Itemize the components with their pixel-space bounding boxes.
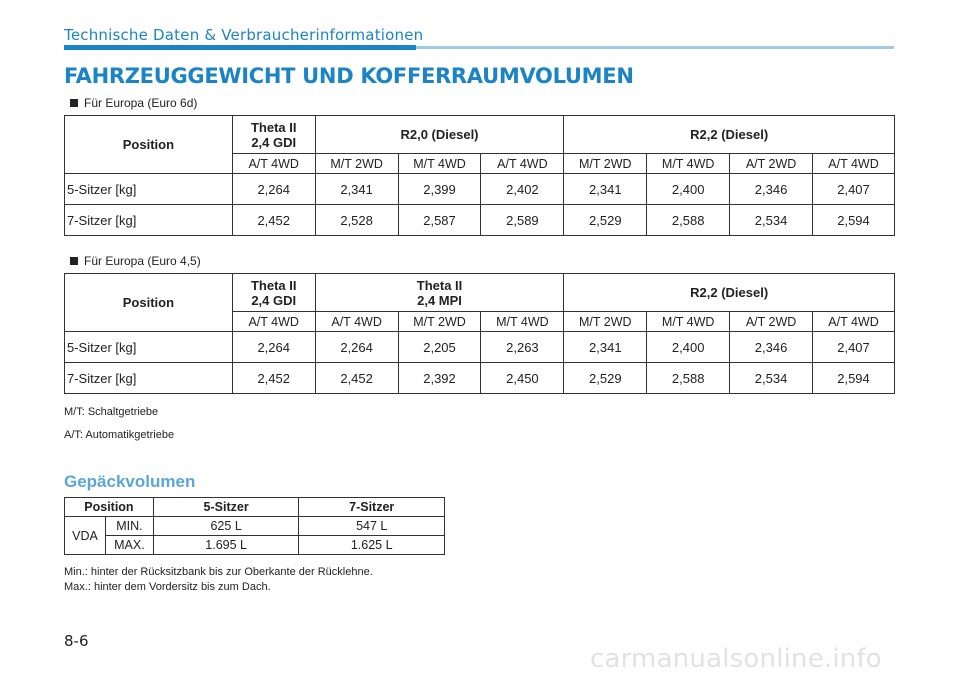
value-cell: 625 L (153, 517, 299, 536)
value-cell: 2,399 (398, 174, 481, 205)
table1-subhead-text: Für Europa (Euro 6d) (84, 96, 198, 110)
bullet-square-icon (70, 257, 78, 265)
page-number: 8-6 (64, 632, 89, 650)
row-label: 7-Sitzer [kg] (65, 363, 233, 394)
luggage-header: Position (65, 498, 154, 517)
value-cell: 2,452 (232, 363, 315, 394)
value-cell: 2,264 (232, 174, 315, 205)
value-cell: 2,264 (232, 332, 315, 363)
value-cell: 2,392 (398, 363, 481, 394)
table-row (65, 517, 445, 536)
header-rule-accent (64, 45, 416, 50)
transmission-cell: M/T 4WD (398, 154, 481, 174)
bullet-square-icon (70, 99, 78, 107)
transmission-cell: M/T 4WD (647, 312, 730, 332)
section-header: Technische Daten & Verbraucherinformationen (64, 26, 424, 44)
value-cell: 2,341 (564, 332, 647, 363)
header-rule (64, 46, 894, 49)
table-row (65, 536, 445, 555)
engine-header: Theta II 2,4 GDI (232, 116, 315, 154)
row-label: MAX. (105, 536, 153, 555)
value-cell: 2,529 (564, 363, 647, 394)
transmission-cell: A/T 4WD (813, 312, 895, 332)
table-row (65, 363, 895, 394)
value-cell: 2,450 (481, 363, 564, 394)
transmission-cell: M/T 2WD (564, 154, 647, 174)
value-cell: 2,534 (730, 363, 813, 394)
value-cell: 2,205 (398, 332, 481, 363)
luggage-table (64, 497, 445, 555)
position-header: Position (65, 274, 233, 332)
row-label: 7-Sitzer [kg] (65, 205, 233, 236)
row-label: 5-Sitzer [kg] (65, 332, 233, 363)
note-max: Max.: hinter dem Vordersitz bis zum Dach. (64, 581, 271, 593)
weight-table-euro6d (64, 115, 895, 236)
transmission-cell: A/T 4WD (232, 312, 315, 332)
table2-subhead-text: Für Europa (Euro 4,5) (84, 254, 201, 268)
value-cell: 2,528 (315, 205, 398, 236)
value-cell: 2,588 (647, 363, 730, 394)
table-row (65, 205, 895, 236)
page-title: FAHRZEUGGEWICHT UND KOFFERRAUMVOLUMEN (64, 64, 634, 88)
transmission-cell: M/T 2WD (564, 312, 647, 332)
transmission-cell: A/T 4WD (232, 154, 315, 174)
table-row (65, 174, 895, 205)
row-label: MIN. (105, 517, 153, 536)
table-row (65, 332, 895, 363)
value-cell: 2,264 (315, 332, 398, 363)
transmission-cell: M/T 4WD (481, 312, 564, 332)
value-cell: 2,400 (647, 174, 730, 205)
position-header: Position (65, 116, 233, 174)
value-cell: 2,452 (315, 363, 398, 394)
transmission-cell: M/T 2WD (315, 154, 398, 174)
weight-table-euro45 (64, 273, 895, 394)
value-cell: 2,407 (813, 332, 895, 363)
value-cell: 2,588 (647, 205, 730, 236)
value-cell: 1.625 L (299, 536, 445, 555)
luggage-title: Gepäckvolumen (64, 472, 196, 491)
value-cell: 2,341 (564, 174, 647, 205)
engine-header: R2,2 (Diesel) (564, 274, 895, 312)
value-cell: 2,346 (730, 332, 813, 363)
note-at: A/T: Automatikgetriebe (64, 429, 175, 441)
value-cell: 2,529 (564, 205, 647, 236)
value-cell: 2,346 (730, 174, 813, 205)
vda-label: VDA (65, 517, 106, 555)
transmission-cell: M/T 2WD (398, 312, 481, 332)
table1-subhead (70, 96, 197, 110)
transmission-cell: A/T 2WD (730, 154, 813, 174)
engine-header: Theta II 2,4 GDI (232, 274, 315, 312)
transmission-cell: M/T 4WD (647, 154, 730, 174)
note-mt: M/T: Schaltgetriebe (64, 406, 159, 418)
value-cell: 2,594 (813, 363, 895, 394)
value-cell: 2,594 (813, 205, 895, 236)
row-label: 5-Sitzer [kg] (65, 174, 233, 205)
value-cell: 547 L (299, 517, 445, 536)
transmission-cell: A/T 4WD (813, 154, 895, 174)
value-cell: 2,341 (315, 174, 398, 205)
watermark: carmanualsonline.info (590, 644, 882, 674)
value-cell: 2,534 (730, 205, 813, 236)
value-cell: 2,402 (481, 174, 564, 205)
value-cell: 2,400 (647, 332, 730, 363)
engine-header: R2,0 (Diesel) (315, 116, 564, 154)
engine-header: R2,2 (Diesel) (564, 116, 895, 154)
value-cell: 2,407 (813, 174, 895, 205)
table2-subhead (70, 254, 201, 268)
engine-header: Theta II 2,4 MPI (315, 274, 564, 312)
value-cell: 2,263 (481, 332, 564, 363)
transmission-cell: A/T 4WD (481, 154, 564, 174)
luggage-header: 7-Sitzer (299, 498, 445, 517)
note-min: Min.: hinter der Rücksitzbank bis zur Oberkante der Rücklehne. (64, 566, 373, 578)
value-cell: 2,587 (398, 205, 481, 236)
value-cell: 2,452 (232, 205, 315, 236)
value-cell: 2,589 (481, 205, 564, 236)
value-cell: 1.695 L (153, 536, 299, 555)
transmission-cell: A/T 2WD (730, 312, 813, 332)
transmission-cell: A/T 4WD (315, 312, 398, 332)
luggage-header: 5-Sitzer (153, 498, 299, 517)
